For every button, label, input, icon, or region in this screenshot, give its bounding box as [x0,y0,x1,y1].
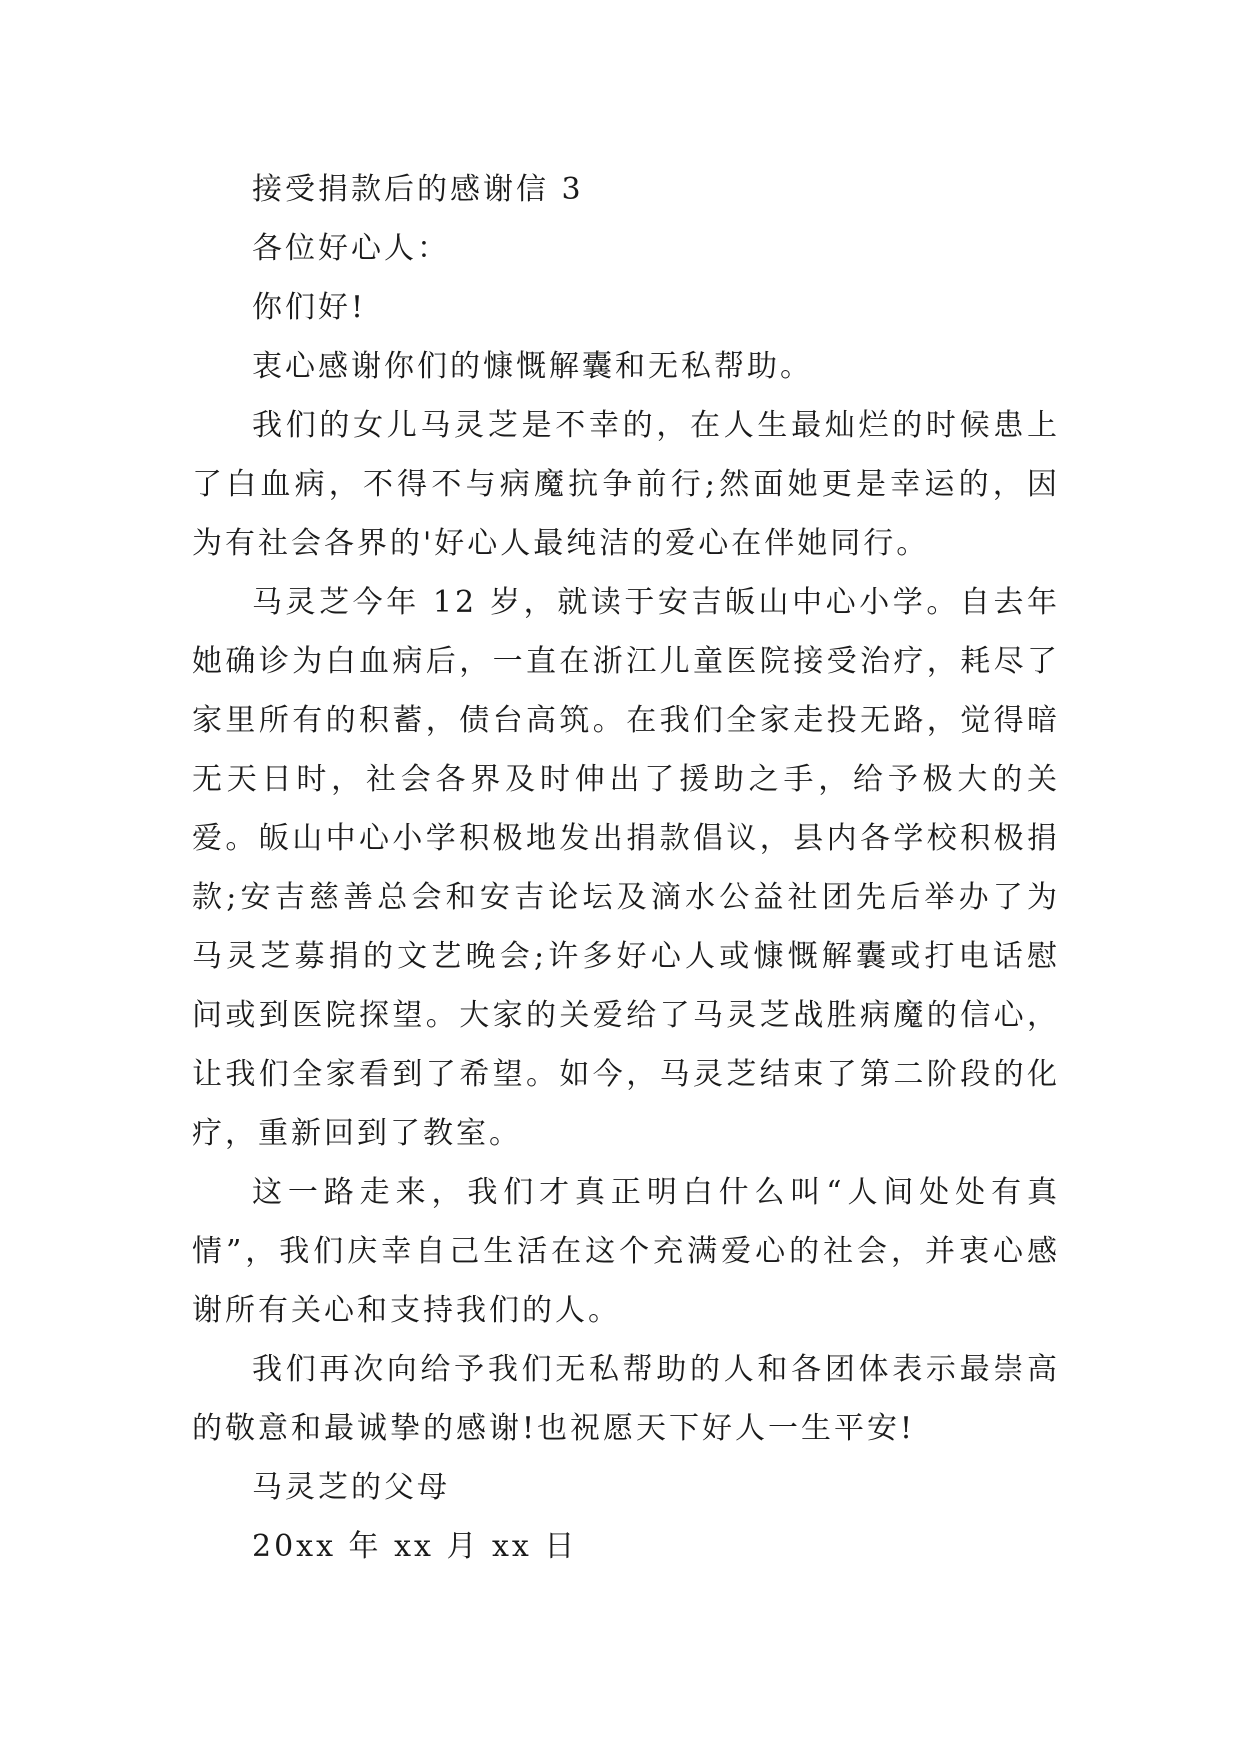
paragraph-daughter: 我们的女儿马灵芝是不幸的，在人生最灿烂的时候患上了白血病，不得不与病魔抗争前行;然面她更是幸运的，因为有社会各界的'好心人最纯洁的爱心在伴她同行。 [192,408,1060,561]
letter-greeting: 你们好! [252,290,367,325]
paragraph-thanks: 衷心感谢你们的慷慨解囊和无私帮助。 [252,349,813,384]
letter-signature: 马灵芝的父母 [252,1470,450,1505]
paragraph-story: 马灵芝今年 12 岁，就读于安吉皈山中心小学。自去年她确诊为白血病后，一直在浙江儿童医院接受治疗，耗尽了家里所有的积蓄，债台高筑。在我们全家走投无路，觉得暗无天日时，社会各界及时伸出了援助之手，给予极大的关爱。皈山中心小学积极地发出捐款倡议，县内各学校积极捐款;安吉慈善总会和安吉论坛及滴水公益社团先后举办了为马灵芝募捐的文艺晚会;许多好心人或慷慨解囊或打电话慰问或到医院探望。大家的关爱给了马灵芝战胜病魔的信心，让我们全家看到了希望。如今，马灵芝结束了第二阶段的化疗，重新回到了教室。 [192,585,1060,1151]
letter-date: 20xx 年 xx 月 xx 日 [252,1529,578,1564]
paragraph-reflection: 这一路走来，我们才真正明白什么叫“人间处处有真情”，我们庆幸自己生活在这个充满爱心的社会，并衷心感谢所有关心和支持我们的人。 [192,1175,1060,1328]
letter-title: 接受捐款后的感谢信 3 [252,172,584,207]
paragraph-closing: 我们再次向给予我们无私帮助的人和各团体表示最崇高的敬意和最诚挚的感谢!也祝愿天下好人一生平安! [192,1352,1060,1446]
letter-salutation: 各位好心人： [252,231,450,266]
letter-body [192,160,1060,1576]
